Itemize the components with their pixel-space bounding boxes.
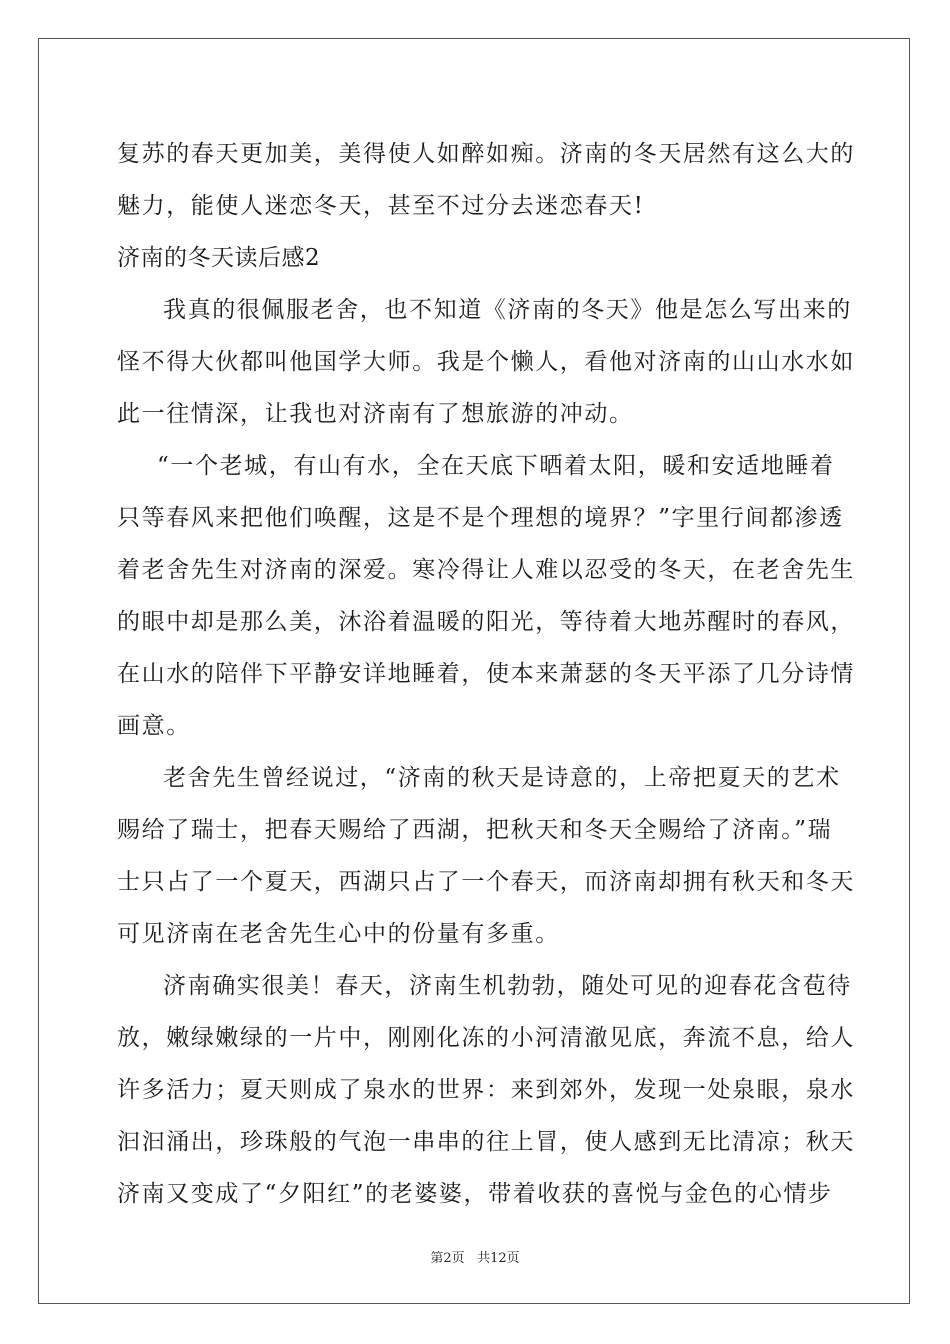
text-line: 画意。 [117,713,191,739]
text-line: 赐给了瑞士，把春天赐给了西湖，把秋天和冬天全赐给了济南。”瑞 [117,817,833,843]
paragraph-start: “一个老城，有山有水，全在天底下晒着太阳，暖和安适地睡着 [157,453,835,479]
text-line: 此一往情深，让我也对济南有了想旅游的冲动。 [117,401,634,427]
text-line: 魅力，能使人迷恋冬天，甚至不过分去迷恋春天! [117,193,645,219]
text-line: 汩汩涌出，珍珠般的气泡一串串的往上冒，使人感到无比清凉；秋天 [117,1129,855,1155]
paragraph-start: 老舍先生曾经说过，“济南的秋天是诗意的，上帝把夏天的艺术 [163,765,841,791]
text-line: 在山水的陪伴下平静安详地睡着，使本来萧瑟的冬天平添了几分诗情 [117,661,855,687]
page-total: 共12页 [477,1251,520,1266]
text-line: 只等春风来把他们唤醒，这是不是个理想的境界？”字里行间都渗透 [117,505,844,531]
paragraph-start: 我真的很佩服老舍，也不知道《济南的冬天》他是怎么写出来的 [163,297,852,323]
text-line: 许多活力；夏天则成了泉水的世界：来到郊外，发现一处泉眼，泉水 [117,1077,855,1103]
section-title: 济南的冬天读后感2 [117,245,321,271]
page-footer [0,1247,950,1266]
text-line: 复苏的春天更加美，美得使人如醉如痴。济南的冬天居然有这么大的 [117,141,855,167]
page-number: 第2页 [430,1251,465,1266]
paragraph-start: 济南确实很美！春天，济南生机勃勃，随处可见的迎春花含苞待 [163,973,852,999]
text-line: 士只占了一个夏天，西湖只占了一个春天，而济南却拥有秋天和冬天 [117,869,855,895]
text-line: 的眼中却是那么美，沐浴着温暖的阳光，等待着大地苏醒时的春风， [117,609,855,635]
text-line: 着老舍先生对济南的深爱。寒冷得让人难以忍受的冬天，在老舍先生 [117,557,855,583]
text-line: 放，嫩绿嫩绿的一片中，刚刚化冻的小河清澈见底，奔流不息，给人 [117,1025,855,1051]
text-line: 怪不得大伙都叫他国学大师。我是个懒人，看他对济南的山山水水如 [117,349,855,375]
text-line: 济南又变成了“夕阳红”的老婆婆，带着收获的喜悦与金色的心情步 [117,1181,833,1207]
text-line: 可见济南在老舍先生心中的份量有多重。 [117,921,560,947]
document-body [117,128,855,1220]
